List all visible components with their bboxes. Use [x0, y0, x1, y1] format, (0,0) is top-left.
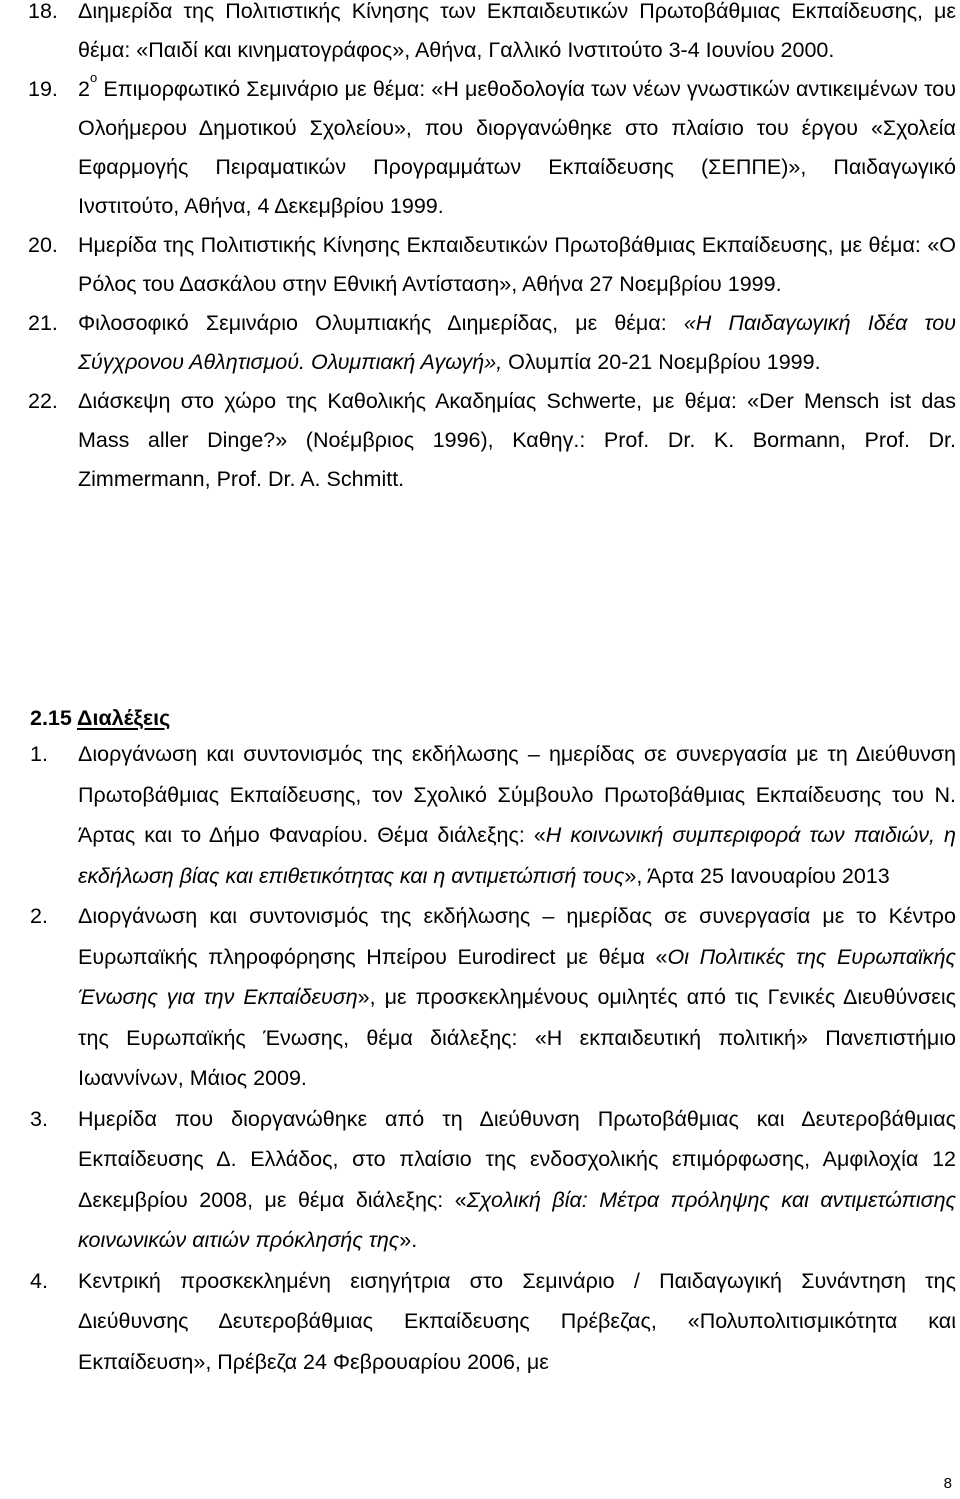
- list-item: [30, 734, 956, 896]
- item-number: 20.: [28, 233, 58, 257]
- item-number: 18.: [28, 0, 58, 23]
- item-text: Κεντρική προσκεκλημένη εισηγήτρια στο Σεμινάριο / Παιδαγωγική Συνάντηση της Διεύθυνσης Δευτεροβάθμιας Εκπαίδευσης Πρέβεζας, «Πολυπολιτισμικότητα και Εκπαίδευση», Πρέβεζα 24 Φεβρουαρίου 2006, με: [78, 1268, 956, 1374]
- section-heading: [30, 702, 170, 734]
- item-text-container: [78, 70, 956, 226]
- item-text: Διημερίδα της Πολιτιστικής Κίνησης των Εκπαιδευτικών Πρωτοβάθμιας Εκπαίδευσης, με θέμα: «Παιδί και κινηματογράφος», Αθήνα, Γαλλικό Ινστιτούτο 3-4 Ιουνίου 2000.: [78, 0, 956, 62]
- item-text-container: [78, 896, 956, 1099]
- page-number: 8: [943, 1475, 952, 1492]
- item-text-italic: Η κοινωνική συμπεριφορά των παιδιών, η εκδήλωση βίας και επιθετικότητας και η αντιμετώπισή τους: [78, 823, 956, 888]
- item-text: Διοργάνωση και συντονισμός της εκδήλωσης – ημερίδας σε συνεργασία με τη Διεύθυνση Πρωτοβάθμιας Εκπαίδευσης, τον Σχολικό Σύμβουλο Πρωτοβάθμιας Εκπαίδευσης του Ν. Άρτας και το Δήμο Φαναρίου. Θέμα διάλεξης: «: [78, 742, 956, 847]
- item-text-italic: «Η Παιδαγωγική Ιδέα του Σύγχρονου Αθλητισμού. Ολυμπιακή Αγωγή»,: [78, 311, 956, 374]
- list-item: [28, 0, 956, 70]
- item-number: 1.: [30, 742, 48, 766]
- item-text-container: [78, 734, 956, 896]
- list-item: [28, 70, 956, 226]
- section-number: 2.15: [30, 706, 72, 730]
- item-text: Ημερίδα της Πολιτιστικής Κίνησης Εκπαιδευτικών Πρωτοβάθμιας Εκπαίδευσης, με θέμα: «Ο Ρόλος του Δασκάλου στην Εθνική Αντίσταση», Αθήνα 27 Νοεμβρίου 1999.: [78, 233, 956, 296]
- item-text: ».: [399, 1228, 418, 1252]
- item-number: 4.: [30, 1268, 48, 1293]
- item-text: », με προσκεκλημένους ομιλητές από τις Γενικές Διευθύνσεις της Ευρωπαϊκής Ένωσης, θέμα διάλεξης: «Η εκπαιδευτική πολιτική» Πανεπιστήμιο Ιωαννίνων, Μάιος 2009.: [78, 985, 956, 1090]
- lectures-list: [30, 734, 956, 1382]
- list-item: [30, 1261, 956, 1383]
- list-item: [30, 1099, 956, 1261]
- item-text: Διάσκεψη στο χώρο της Καθολικής Ακαδημίας Schwerte, με θέμα: «Der Mensch ist das Mass aller Dinge?» (Νοέμβριος 1996), Καθηγ.: Prof. Dr. K. Bormann, Prof. Dr. Zimmermann, Prof. Dr. A. Schmitt.: [78, 389, 956, 491]
- item-text: Ημερίδα που διοργανώθηκε από τη Διεύθυνση Πρωτοβάθμιας και Δευτεροβάθμιας Εκπαίδευσης Δ. Ελλάδος, στο πλαίσιο της ενδοσχολικής επιμόρφωσης, Αμφιλοχία 12 Δεκεμβρίου 2008, με θέμα διάλεξης: «: [78, 1106, 956, 1212]
- item-text-italic: Σχολική βία: Μέτρα πρόληψης και αντιμετώπισης κοινωνικών αιτιών πρόκλησής της: [78, 1187, 956, 1252]
- ordinal-superscript: ο: [89, 70, 98, 85]
- seminars-list: [28, 0, 956, 499]
- section-title: Διαλέξεις: [77, 706, 171, 730]
- item-text: Επιμορφωτικό Σεμινάριο με θέμα: «Η μεθοδολογία των νέων γνωστικών αντικειμένων του Ολοήμερου Δημοτικού Σχολείου», που διοργανώθηκε στο πλαίσιο του έργου «Σχολεία Εφαρμογής Πειραματικών Προγραμμάτων Εκπαίδευσης (ΣΕΠΠΕ)», Παιδαγωγικό Ινστιτούτο, Αθήνα, 4 Δεκεμβρίου 1999.: [78, 77, 956, 218]
- item-text: Φιλοσοφικό Σεμινάριο Ολυμπιακής Διημερίδας, με θέμα:: [78, 311, 684, 335]
- item-text: Ολυμπία 20-21 Νοεμβρίου 1999.: [502, 350, 821, 374]
- list-item: [28, 382, 956, 499]
- item-text-container: [78, 304, 956, 382]
- item-number: 2.: [30, 904, 48, 928]
- item-number: 21.: [28, 311, 58, 335]
- item-number: 3.: [30, 1106, 48, 1131]
- list-item: [30, 896, 956, 1099]
- item-text: Διοργάνωση και συντονισμός της εκδήλωσης – ημερίδας σε συνεργασία με το Κέντρο Ευρωπαϊκής πληροφόρησης Ηπείρου Eurodirect με θέμα «: [78, 904, 956, 969]
- list-item: [28, 304, 956, 382]
- item-number: 19.: [28, 77, 58, 101]
- item-number: 22.: [28, 389, 58, 413]
- ordinal-digit: 2: [78, 77, 90, 101]
- item-text-container: [78, 1099, 956, 1261]
- list-item: [28, 226, 956, 304]
- item-text-italic: Οι Πολιτικές της Ευρωπαϊκής Ένωσης για την Εκπαίδευση: [78, 944, 956, 1009]
- item-text: », Άρτα 25 Ιανουαρίου 2013: [624, 863, 890, 888]
